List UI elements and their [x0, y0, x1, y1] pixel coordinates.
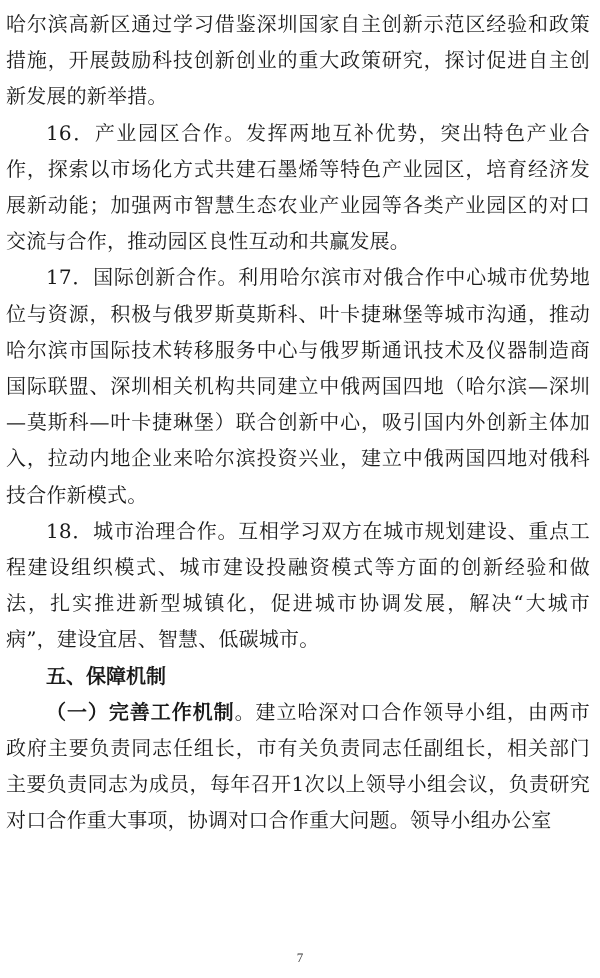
subsection-title: （一）完善工作机制 — [46, 699, 235, 724]
paragraph-item-16: 16．产业园区合作。发挥两地互补优势，突出特色产业合作，探索以市场化方式共建石墨烯等特色产业园区，培育经济发展新动能；加强两市智慧生态农业产业园等各类产业园区的对口交流与合作，推动园区良性互动和共赢发展。 — [6, 120, 590, 254]
paragraph-subsection-1 — [6, 694, 590, 839]
paragraph-item-17: 17．国际创新合作。利用哈尔滨市对俄合作中心城市优势地位与资源，积极与俄罗斯莫斯科、叶卡捷琳堡等城市沟通，推动哈尔滨市国际技术转移服务中心与俄罗斯通讯技术及仪器制造商国际联盟、深圳相关机构共同建立中俄两国四地（哈尔滨—深圳—莫斯科—叶卡捷琳堡）联合创新中心，吸引国内外创新主体加入，拉动内地企业来哈尔滨投资兴业，建立中俄两国四地对俄科技合作新模式。 — [6, 265, 590, 507]
paragraph-continuation: 哈尔滨高新区通过学习借鉴深圳国家自主创新示范区经验和政策措施，开展鼓励科技创新创业的重大政策研究，探讨促进自主创新发展的新举措。 — [6, 12, 590, 109]
subsection-body: 。建立哈深对口合作领导小组，由两市政府主要负责同志任组长，市有关负责同志任副组长，相关部门主要负责同志为成员，每年召开1次以上领导小组会议，负责研究对口合作重大事项，协调对口合作重大问题。领导小组办公室 — [6, 699, 590, 833]
page-number: 7 — [296, 950, 304, 965]
section-heading: 五、保障机制 — [46, 663, 166, 688]
body-text — [6, 6, 590, 839]
paragraph-item-18: 18．城市治理合作。互相学习双方在城市规划建设、重点工程建设组织模式、城市建设投融资模式等方面的创新经验和做法，扎实推进新型城镇化，促进城市协调发展，解决“大城市病”，建设宜居、智慧、低碳城市。 — [6, 518, 590, 652]
